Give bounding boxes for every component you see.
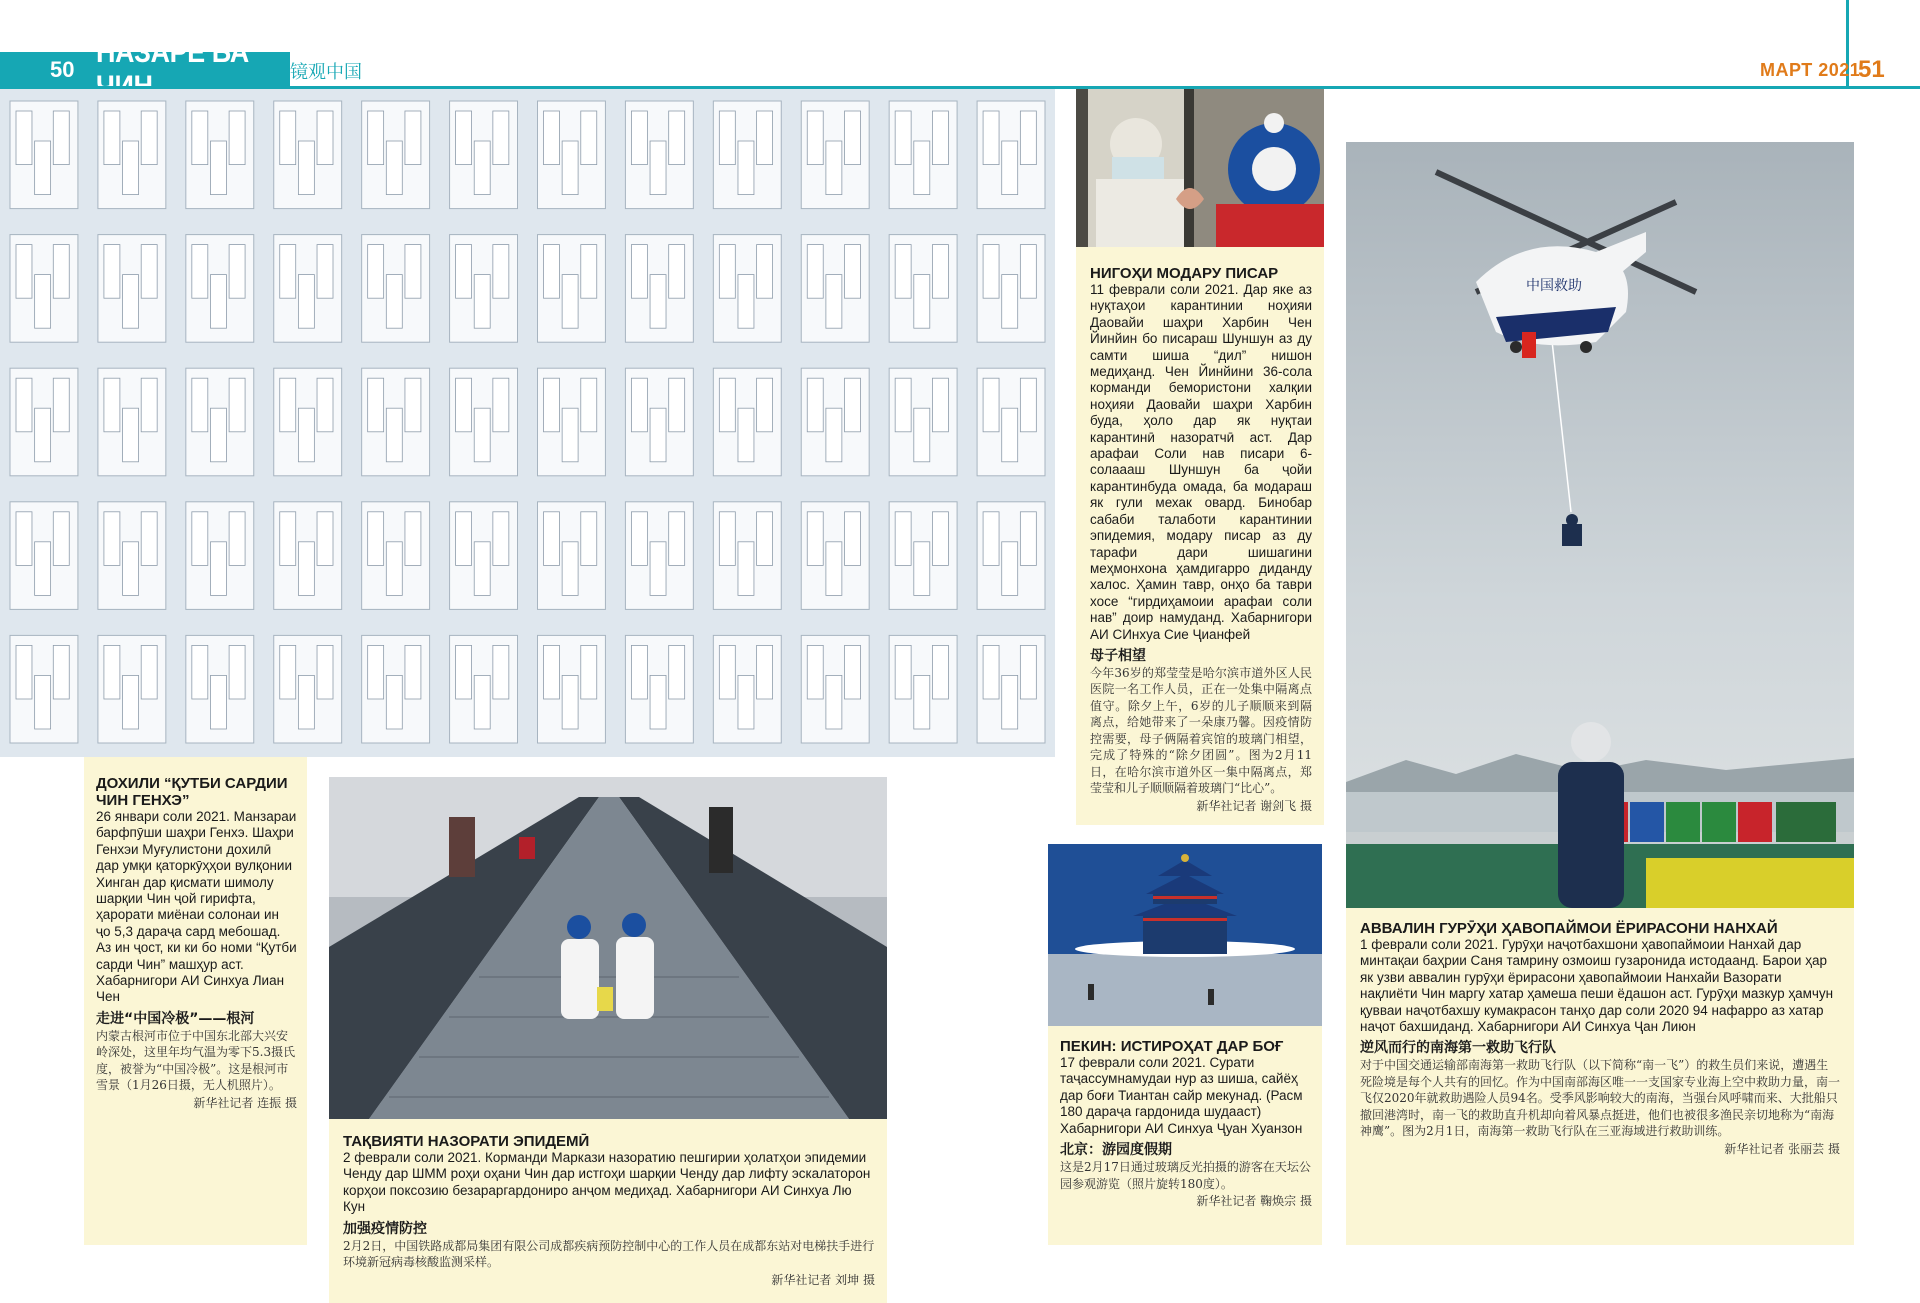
article-title: ПЕКИН: ИСТИРОҲАТ ДАР БОҒ	[1060, 1038, 1284, 1055]
snow-roof	[544, 645, 560, 699]
photo-credit-cn: 新华社记者 谢剑飞 摄	[1196, 798, 1312, 813]
snow-roof	[192, 512, 208, 566]
snow-roof	[493, 645, 509, 699]
snow-roof	[474, 408, 490, 462]
helicopter-livery-text: 中国救助	[1526, 278, 1582, 294]
snow-roof	[669, 645, 685, 699]
snow-roof	[895, 512, 911, 566]
issue-date: МАРТ 2021	[1760, 60, 1861, 80]
snow-roof	[474, 141, 490, 195]
snow-roof	[493, 378, 509, 432]
snow-roof	[210, 275, 226, 329]
snow-roof	[386, 141, 402, 195]
section-header-bar	[0, 36, 290, 88]
snow-roof	[229, 378, 245, 432]
snow-roof	[123, 675, 139, 729]
snow-roof	[386, 275, 402, 329]
article-genhe	[84, 757, 307, 1245]
snow-roof	[405, 512, 421, 566]
snow-roof	[738, 408, 754, 462]
snow-roof	[1002, 275, 1018, 329]
snow-roof	[35, 275, 51, 329]
snow-roof	[757, 512, 773, 566]
article-title-cn: 北京：游园度假期	[1060, 1142, 1172, 1159]
snow-roof	[141, 512, 157, 566]
snow-roof	[317, 111, 333, 165]
snow-roof	[298, 542, 314, 596]
article-title-cn: 加强疫情防控	[343, 1220, 427, 1237]
snow-roof	[405, 111, 421, 165]
article-body-cn: 2月2日，中国铁路成都局集团有限公司成都疾病预防控制中心的工作人员在成都东站对电梯扶手进行环境新冠病毒核酸监测采样。	[343, 1238, 875, 1270]
snow-roof	[1020, 245, 1036, 299]
snow-roof	[474, 275, 490, 329]
section-title-cn: 镜观中国	[290, 62, 362, 83]
snow-roof	[493, 512, 509, 566]
snow-roof	[104, 378, 120, 432]
snow-roof	[298, 141, 314, 195]
snow-roof	[210, 141, 226, 195]
article-title: НИГОҲИ МОДАРУ ПИСАР	[1090, 265, 1279, 282]
snow-roof	[53, 512, 69, 566]
snow-roof	[16, 245, 32, 299]
snow-roof	[932, 512, 948, 566]
snow-roof	[456, 512, 472, 566]
snow-roof	[35, 408, 51, 462]
article-title-cn: 走进“中国冷极”——根河	[96, 1010, 255, 1027]
snow-roof	[719, 378, 735, 432]
article-body-cn: 今年36岁的郑莹莹是哈尔滨市道外区人民医院一名工作人员，正在一处集中隔离点值守。除夕上午，6岁的儿子顺顺来到隔离点，给她带来了一朵康乃馨。因疫情防控需要，母子俩隔着宾馆的玻璃门相望，完成了特殊的“除夕团圆”。图为2月11日，在哈尔滨市道外区一集中隔离点，郑莹莹和儿子顺顺隔着玻璃门“比心”。	[1090, 665, 1312, 796]
article-title: ДОХИЛИ “ҚУТБИ САРДИИ ЧИН ГЕНХЭ”	[96, 775, 288, 809]
snow-roof	[983, 245, 999, 299]
snow-roof	[280, 111, 296, 165]
snow-roof	[405, 645, 421, 699]
snow-roof	[1002, 141, 1018, 195]
section-title: НАЗАРЕ БА	[96, 36, 250, 69]
snow-roof	[456, 645, 472, 699]
snow-roof	[53, 645, 69, 699]
photo-credit-cn: 新华社记者 鞠焕宗 摄	[1196, 1194, 1312, 1209]
snow-roof	[317, 378, 333, 432]
snow-roof	[983, 512, 999, 566]
snow-roof	[845, 645, 861, 699]
snow-roof	[562, 275, 578, 329]
photo-temple-of-heaven	[1048, 844, 1322, 1026]
snow-roof	[405, 378, 421, 432]
article-body: 26 январи соли 2021. Манзараи барфпӯши шаҳри Генхэ. Шаҳри Генхэи Муғулистони дохилӣ дар умқи қаторкӯҳҳои вулқонии Хинган дар қисмати шимолу шарқии Чин ҷой гирифта, ҳарорати миёнаи солонаи ин ҷо 5,3 дараҷа сард мебошад. Аз ин ҷост, ки ки бо номи “Қутби сарди Чин” машҳур аст. Хабарнигори АИ Синхуа Лиан Чен	[96, 809, 297, 1005]
photo-credit-cn: 新华社记者 连振 摄	[193, 1095, 297, 1110]
snow-roof	[631, 111, 647, 165]
left-page-number: 50	[50, 57, 75, 82]
snow-roof	[650, 542, 666, 596]
snow-roof	[562, 408, 578, 462]
snow-roof	[914, 275, 930, 329]
photo-credit-cn: 新华社记者 刘坤 摄	[771, 1272, 875, 1287]
snow-roof	[544, 378, 560, 432]
snow-roof	[386, 675, 402, 729]
snow-town-illustration	[0, 89, 1055, 757]
article-nanhai-rescue	[1346, 908, 1854, 1245]
snow-roof	[16, 378, 32, 432]
snow-roof	[104, 111, 120, 165]
article-title-cn: 母子相望	[1090, 647, 1146, 664]
snow-roof	[807, 512, 823, 566]
photo-credit-cn: 新华社记者 张丽芸 摄	[1724, 1141, 1840, 1156]
article-body-cn: 这是2月17日通过玻璃反光拍摄的游客在天坛公园参观游览（照片旋转180度）。	[1060, 1160, 1311, 1191]
snow-roof	[719, 245, 735, 299]
snow-roof	[35, 675, 51, 729]
snow-roof	[493, 111, 509, 165]
photo-genhe-aerial	[0, 89, 1055, 757]
snow-roof	[738, 542, 754, 596]
snow-roof	[757, 111, 773, 165]
snow-roof	[983, 645, 999, 699]
snow-roof	[280, 512, 296, 566]
snow-roof	[317, 512, 333, 566]
snow-roof	[368, 111, 384, 165]
snow-roof	[826, 141, 842, 195]
snow-roof	[123, 141, 139, 195]
snow-roof	[1020, 378, 1036, 432]
snow-roof	[932, 645, 948, 699]
snow-roof	[192, 378, 208, 432]
article-body: 11 феврали соли 2021. Дар яке аз нуқтаҳои карантинии ноҳияи Даовайи шаҳри Харбин Чен Йинйин бо писараш Шуншун аз ду самти шиша “дил” нишон медиҳанд. Чен Йинйини 36-сола корманди бемористони халқии ноҳияи Даовайи шаҳри Харбин буда, ҳоло дар як нуқтаи карантинӣ назоратчӣ аст. Дар арафаи Соли нав писари 6-солаааш Шуншун ба ҷойи карантинбуда омада, ба модараш як гули мехак овард. Бинобар сабаби талаботи карантинии эпидемия, модару писар аз ду тарафи дари шишагини меҳмонхона ҳамдигарро диданду халос. Ҳамин тавр, онҳо ба таври хосе “гирдиҳамоии арафаи соли нав” доир намуданд. Хабарнигори АИ СИнхуа Сие Ҷианфей	[1090, 282, 1312, 642]
article-title-cn: 逆风而行的南海第一救助飞行队	[1360, 1040, 1556, 1057]
snow-roof	[474, 675, 490, 729]
snow-roof	[317, 645, 333, 699]
snow-roof	[650, 141, 666, 195]
snow-roof	[914, 141, 930, 195]
snow-roof	[456, 245, 472, 299]
snow-roof	[845, 245, 861, 299]
article-body: 17 феврали соли 2021. Сурати таҷассумнамудаи нур аз шиша, сайёҳ дар боғи Тиантан сайр мекунад. (Расм 180 дараҷа гардонида шудааст) Хабарнигори АИ Синхуа Ҷуан Хуанзон	[1060, 1055, 1303, 1136]
snow-roof	[474, 542, 490, 596]
snow-roof	[53, 245, 69, 299]
snow-roof	[16, 512, 32, 566]
article-title: ТАҚВИЯТИ НАЗОРАТИ ЭПИДЕМӢ	[343, 1133, 590, 1150]
photo-mother-son	[1076, 89, 1324, 247]
snow-roof	[104, 245, 120, 299]
snow-roof	[229, 512, 245, 566]
snow-roof	[141, 378, 157, 432]
article-title: АВВАЛИН ГУРӮҲИ ҲАВОПАЙМОИ ЁРИРАСОНИ НАНХАЙ	[1360, 920, 1778, 937]
snow-roof	[719, 512, 735, 566]
article-body-cn: 内蒙古根河市位于中国东北部大兴安岭深处，这里年均气温为零下5.3摄氏度，被誉为“中国冷极”。这是根河市雪景（1月26日摄，无人机照片）。	[96, 1028, 296, 1093]
snow-roof	[456, 378, 472, 432]
snow-roof	[669, 378, 685, 432]
snow-roof	[845, 378, 861, 432]
snow-roof	[826, 675, 842, 729]
snow-roof	[544, 512, 560, 566]
snow-roof	[914, 542, 930, 596]
snow-roof	[983, 111, 999, 165]
snow-roof	[807, 645, 823, 699]
snow-roof	[562, 675, 578, 729]
snow-roof	[757, 378, 773, 432]
snow-roof	[631, 645, 647, 699]
snow-roof	[738, 141, 754, 195]
snow-roof	[895, 245, 911, 299]
snow-roof	[1002, 542, 1018, 596]
snow-roof	[1002, 408, 1018, 462]
article-beijing-park	[1048, 1026, 1322, 1245]
snow-roof	[650, 275, 666, 329]
snow-roof	[104, 645, 120, 699]
snow-roof	[895, 378, 911, 432]
snow-roof	[53, 378, 69, 432]
snow-roof	[738, 275, 754, 329]
snow-roof	[16, 645, 32, 699]
snow-roof	[141, 111, 157, 165]
snow-roof	[631, 245, 647, 299]
snow-roof	[16, 111, 32, 165]
snow-roof	[932, 111, 948, 165]
snow-roof	[123, 275, 139, 329]
snow-roof	[298, 275, 314, 329]
snow-roof	[141, 245, 157, 299]
snow-roof	[932, 245, 948, 299]
snow-roof	[914, 675, 930, 729]
photo-helicopter-rescue	[1346, 142, 1854, 908]
snow-roof	[386, 408, 402, 462]
snow-roof	[280, 378, 296, 432]
snow-roof	[669, 245, 685, 299]
snow-roof	[826, 408, 842, 462]
snow-roof	[845, 512, 861, 566]
snow-roof	[210, 408, 226, 462]
snow-roof	[757, 245, 773, 299]
photo-epidemic-control	[329, 777, 887, 1119]
snow-roof	[669, 111, 685, 165]
snow-roof	[317, 245, 333, 299]
snow-roof	[544, 245, 560, 299]
snow-roof	[738, 675, 754, 729]
right-page-number: 51	[1858, 56, 1885, 83]
snow-roof	[210, 675, 226, 729]
snow-roof	[544, 111, 560, 165]
snow-roof	[192, 111, 208, 165]
snow-roof	[493, 245, 509, 299]
snow-roof	[914, 408, 930, 462]
snow-roof	[368, 645, 384, 699]
snow-roof	[581, 378, 597, 432]
snow-roof	[368, 245, 384, 299]
snow-roof	[104, 512, 120, 566]
snow-roof	[1020, 512, 1036, 566]
snow-roof	[405, 245, 421, 299]
snow-roof	[719, 111, 735, 165]
snow-roof	[1020, 111, 1036, 165]
snow-roof	[298, 675, 314, 729]
snow-roof	[581, 111, 597, 165]
snow-roof	[669, 512, 685, 566]
snow-roof	[1002, 675, 1018, 729]
snow-roof	[280, 645, 296, 699]
snow-roof	[53, 111, 69, 165]
snow-roof	[35, 141, 51, 195]
snow-roof	[807, 245, 823, 299]
article-body: 2 феврали соли 2021. Корманди Маркази назоратию пешгирии ҳолатҳои эпидемии Ченду дар ШММ роҳи оҳани Чин дар истгоҳи шарқии Ченду дар лифту эскалаторон корҳои поксозию безараргардониро анҷом медиҳад. Хабарнигори АИ Синхуа Лю Кун	[343, 1150, 871, 1215]
snow-roof	[280, 245, 296, 299]
snow-roof	[123, 408, 139, 462]
snow-roof	[456, 111, 472, 165]
snow-roof	[298, 408, 314, 462]
snow-roof	[631, 378, 647, 432]
snow-roof	[807, 111, 823, 165]
snow-roof	[368, 378, 384, 432]
snow-roof	[983, 378, 999, 432]
snow-roof	[141, 645, 157, 699]
snow-roof	[719, 645, 735, 699]
snow-roof	[562, 141, 578, 195]
snow-roof	[229, 111, 245, 165]
snow-roof	[386, 542, 402, 596]
snow-roof	[368, 512, 384, 566]
snow-roof	[895, 645, 911, 699]
snow-roof	[562, 542, 578, 596]
snow-roof	[895, 111, 911, 165]
snow-roof	[807, 378, 823, 432]
article-body-cn: 对于中国交通运输部南海第一救助飞行队（以下简称“南一飞”）的救生员们来说，遭遇生死险境是每个人共有的回忆。作为中国南部海区唯一一支国家专业海上空中救助力量，南一飞仅2020年就救助遇险人员94名。受季风影响较大的南海，当强台风呼啸而来、大批船只撤回港湾时，南一飞的救助直升机却向着风暴点挺进，他们也被很多渔民亲切地称为“南海神鹰”。图为2月1日，南海第一救助飞行队在三亚海域进行救助训练。	[1360, 1058, 1841, 1139]
snow-roof	[650, 408, 666, 462]
snow-roof	[757, 645, 773, 699]
snow-roof	[581, 645, 597, 699]
snow-roof	[932, 378, 948, 432]
snow-roof	[192, 645, 208, 699]
snow-roof	[650, 675, 666, 729]
snow-roof	[229, 645, 245, 699]
snow-roof	[845, 111, 861, 165]
snow-roof	[1020, 645, 1036, 699]
article-epidemic-control	[329, 1119, 887, 1303]
article-mother-son	[1076, 247, 1324, 825]
snow-roof	[581, 245, 597, 299]
snow-roof	[192, 245, 208, 299]
snow-roof	[123, 542, 139, 596]
snow-roof	[631, 512, 647, 566]
snow-roof	[210, 542, 226, 596]
snow-roof	[826, 542, 842, 596]
snow-roof	[581, 512, 597, 566]
article-body: 1 феврали соли 2021. Гурӯҳи наҷотбахшони ҳавопаймоии Нанхай дар минтақаи баҳрии Саня тамрину озмоиш гузаронида истодаанд. Барои ҳар як узви аввалин гурӯҳи ёрирасони ҳавопаймоии Нанхайи Вазорати нақлиёти Чин маргу хатар ҳамеша пеши ёдашон аст. Гурӯҳи мазкур ҳамчун қувваи наҷотбахшу кумакрасон танҳо дар соли 2020 94 нафарро аз хатар наҷот бахшиданд. Хабарнигори АИ Синхуа Ҷан Лиюн	[1360, 937, 1834, 1035]
snow-roof	[826, 275, 842, 329]
snow-roof	[35, 542, 51, 596]
snow-roof	[229, 245, 245, 299]
